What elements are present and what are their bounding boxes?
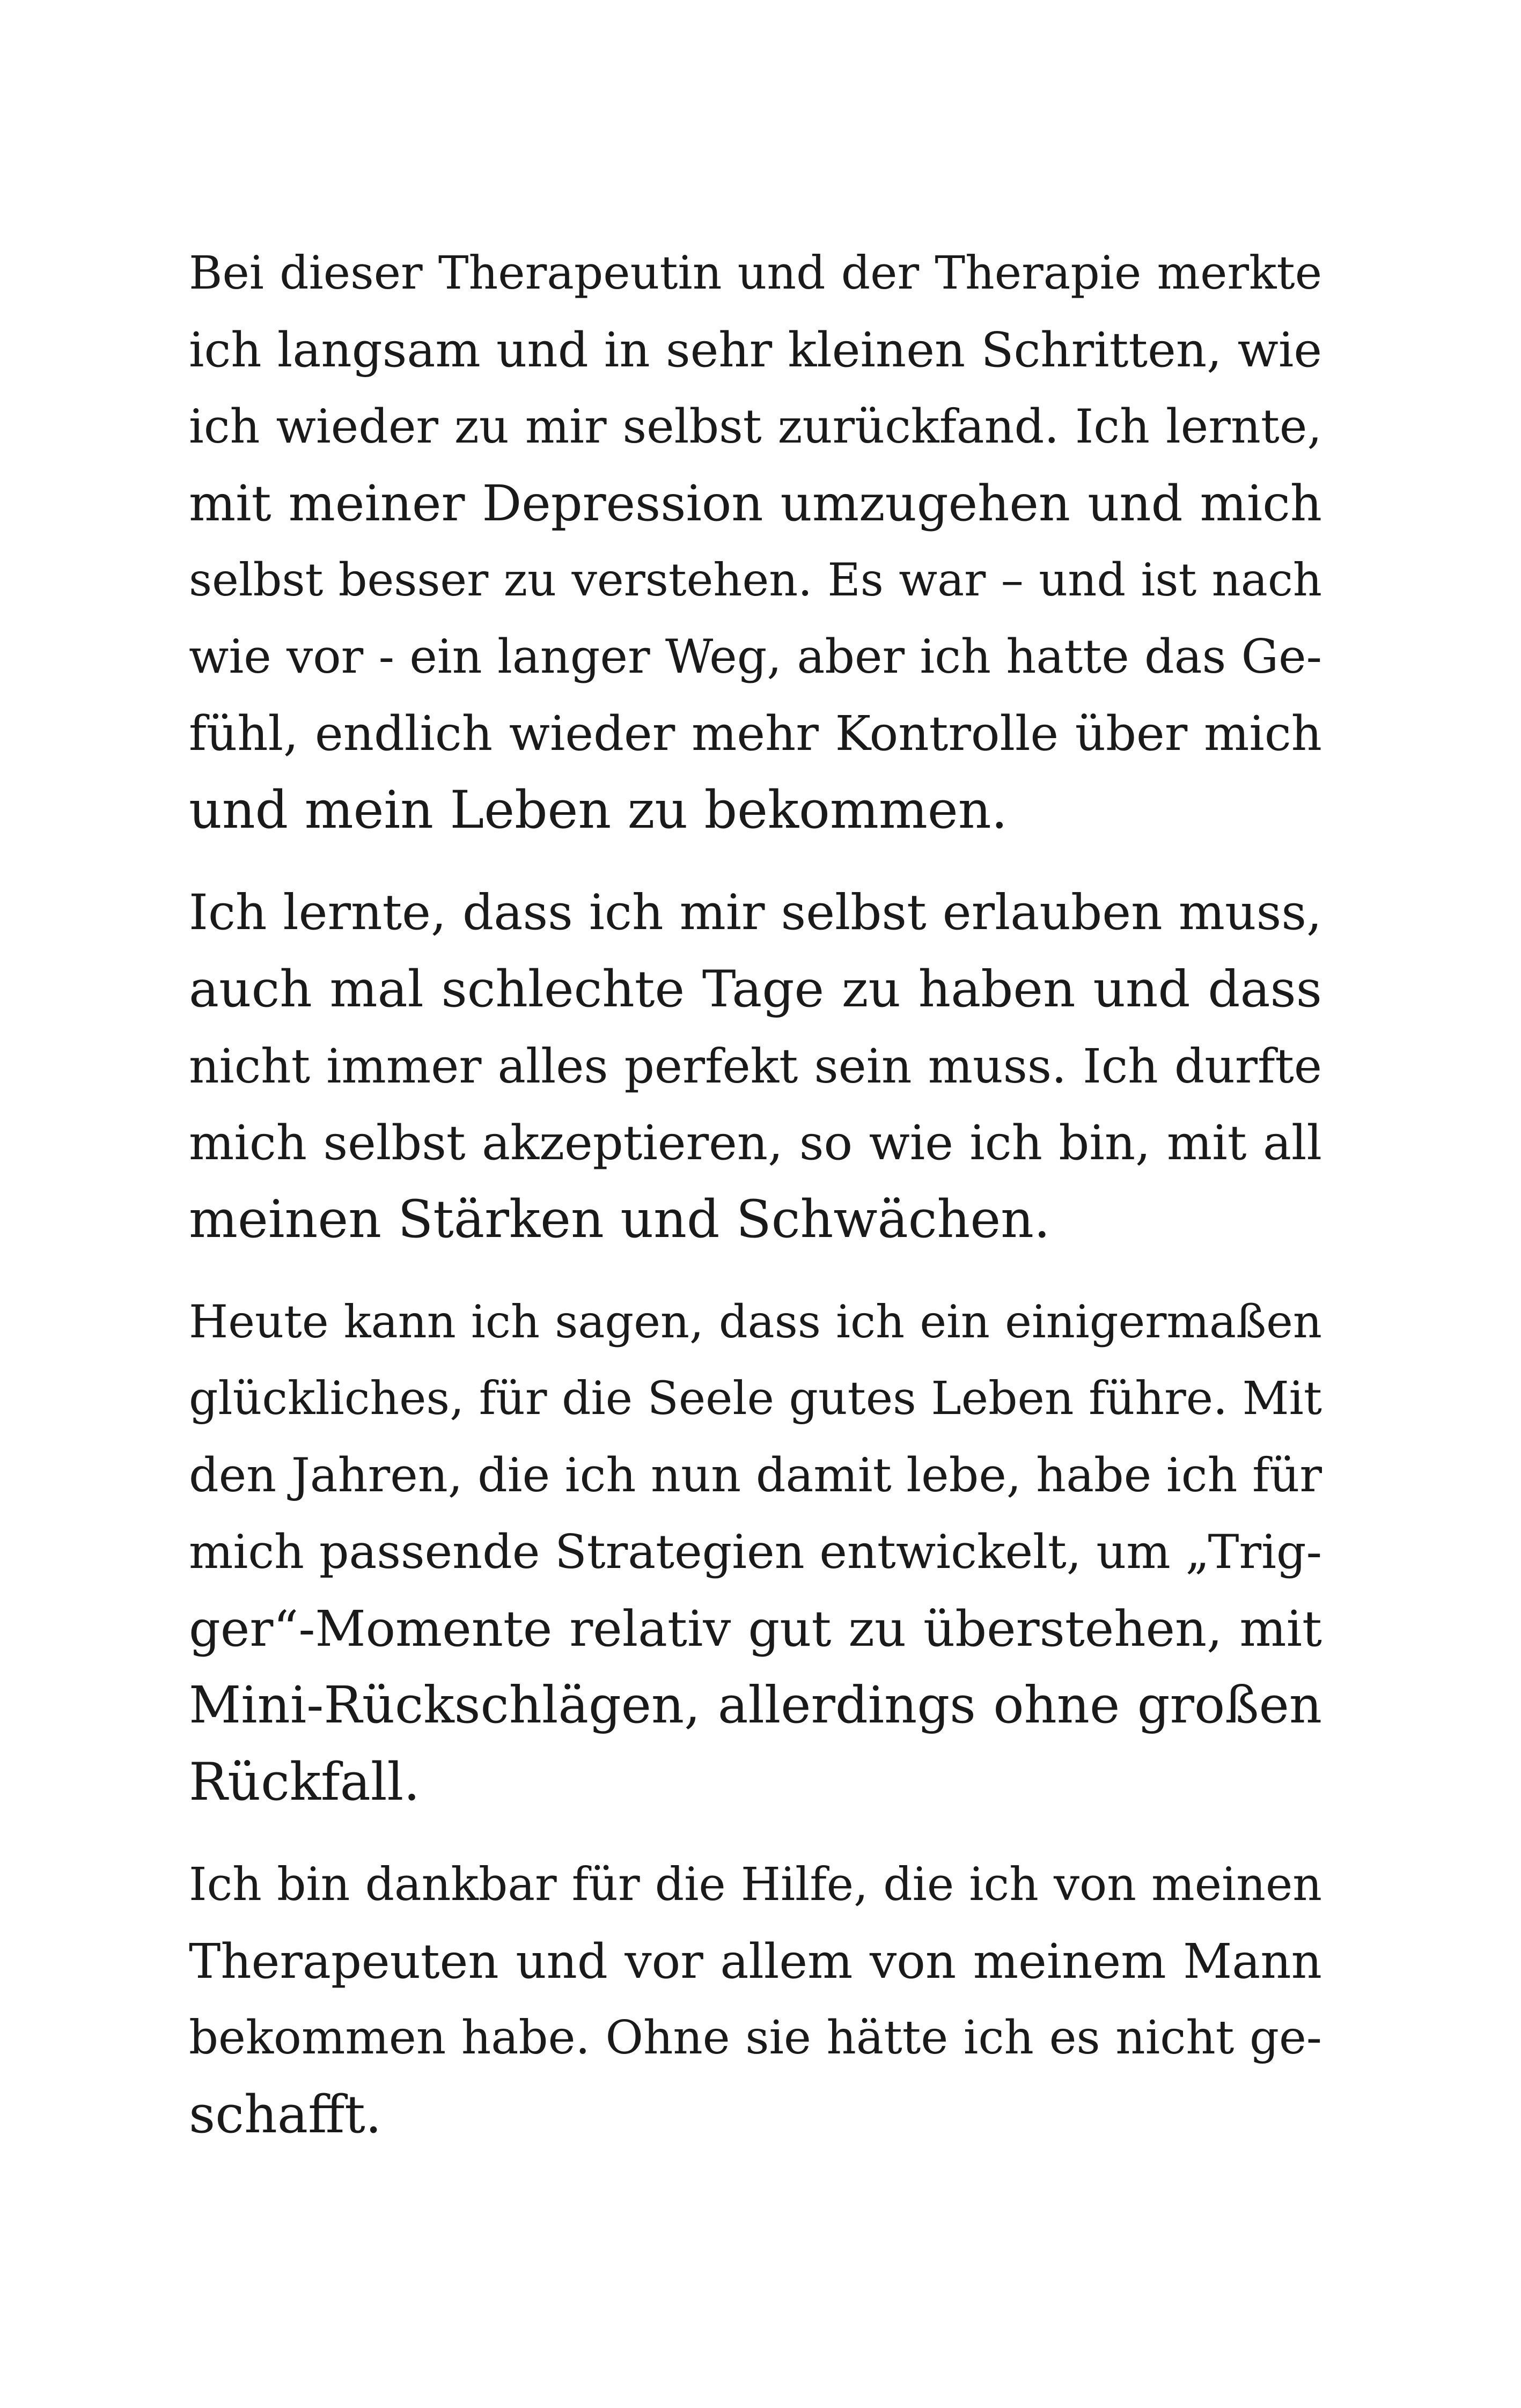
paragraph-1 xyxy=(189,235,1322,849)
text-line: Bei dieser Therapeutin und der Therapie merkte xyxy=(189,247,1322,300)
text-line: glückliches, für die Seele gutes Leben führe. Mit xyxy=(189,1372,1322,1425)
text-line: Ich lernte, dass ich mir selbst erlauben muss, xyxy=(189,885,1322,941)
text-line: Mini-Rückschlägen, allerdings ohne großen xyxy=(189,1676,1322,1735)
text-line: und mein Leben zu bekommen. xyxy=(189,780,1008,840)
text-line: auch mal schlechte Tage zu haben und dass xyxy=(189,960,1322,1019)
text-line: wie vor - ein langer Weg, aber ich hatte das Ge- xyxy=(189,629,1322,684)
text-line: Rückfall. xyxy=(189,1752,420,1812)
text-line: schafft. xyxy=(189,2085,382,2145)
text-line: mich passende Strategien entwickelt, um „Trig- xyxy=(189,1525,1322,1579)
text-line: mich selbst akzeptieren, so wie ich bin, mit all xyxy=(189,1115,1322,1170)
text-line: ich wieder zu mir selbst zurückfand. Ich lernte, xyxy=(189,399,1322,454)
text-line: ich langsam und in sehr kleinen Schritten, wie xyxy=(189,322,1322,378)
paragraph-3 xyxy=(189,1284,1322,1821)
text-line: bekommen habe. Ohne sie hätte ich es nicht ge- xyxy=(189,2011,1322,2065)
paragraph-2 xyxy=(189,874,1322,1258)
text-line: den Jahren, die ich nun damit lebe, habe ich für xyxy=(189,1448,1322,1503)
text-line: Therapeuten und vor allem von meinem Mann xyxy=(189,1933,1322,1989)
text-line: mit meiner Depression umzugehen und mich xyxy=(189,475,1322,532)
text-line: nicht immer alles perfekt sein muss. Ich durfte xyxy=(189,1039,1322,1094)
text-line: selbst besser zu verstehen. Es war – und ist nach xyxy=(189,554,1322,606)
text-line: Heute kann ich sagen, dass ich ein einigermaßen xyxy=(189,1295,1322,1348)
text-line: Ich bin dankbar für die Hilfe, die ich von meinen xyxy=(189,1858,1322,1911)
body-text xyxy=(189,235,1322,2153)
text-line: meinen Stärken und Schwächen. xyxy=(189,1189,1050,1249)
text-line: ger“-Momente relativ gut zu überstehen, mit xyxy=(189,1600,1322,1658)
paragraph-4 xyxy=(189,1846,1322,2153)
text-line: fühl, endlich wieder mehr Kontrolle über mich xyxy=(189,705,1322,761)
